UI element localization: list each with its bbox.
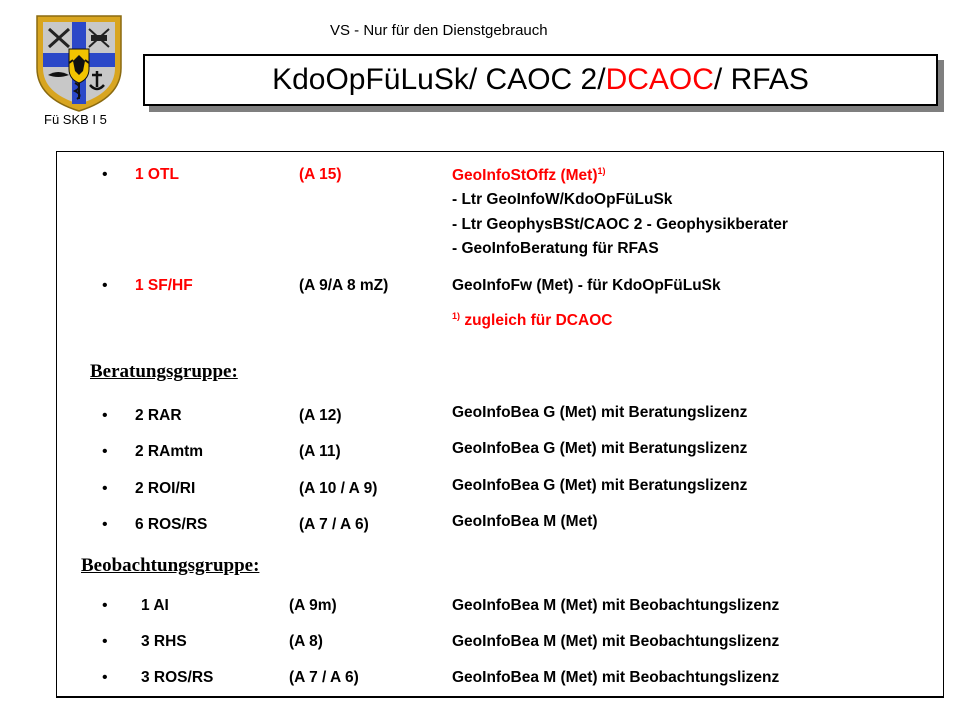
staff-count: 2 ROI/RI (135, 480, 196, 497)
bullet: • (102, 443, 108, 460)
staff-count: 2 RAmtm (135, 443, 204, 460)
staff-count: 3 RHS (141, 633, 187, 650)
staff-grade: (A 11) (299, 443, 341, 460)
page-title (143, 54, 938, 106)
staff-count: 3 ROS/RS (141, 669, 214, 686)
bullet: • (102, 480, 108, 497)
staff-role: GeoInfoBea M (Met) mit Beobachtungslizenz (452, 633, 780, 650)
staff-grade: (A 8) (289, 633, 323, 650)
officer-grade: (A 9/A 8 mZ) (299, 277, 389, 294)
footnote: $^{1)}$ zugleich für DCAOC (452, 311, 613, 330)
bullet: • (102, 277, 108, 294)
officer-duty: - Ltr GeophysBSt/CAOC 2 - Geophysikberater (452, 216, 788, 233)
officer-role: GeoInfoStOffz (Met)$^{1)}$ (452, 166, 606, 185)
officer-role: GeoInfoFw (Met) - für KdoOpFüLuSk (452, 277, 721, 294)
staff-count: 6 ROS/RS (135, 516, 208, 533)
staff-role: GeoInfoBea M (Met) mit Beobachtungslizenz (452, 669, 780, 686)
staff-role: GeoInfoBea G (Met) mit Beratungslizenz (452, 477, 748, 494)
staff-grade: (A 7 / A 6) (299, 516, 369, 533)
bullet: • (102, 597, 108, 614)
bullet: • (102, 633, 108, 650)
content-box (56, 151, 944, 698)
staff-count: 2 RAR (135, 407, 182, 424)
bullet: • (102, 669, 108, 686)
officer-grade: (A 15) (299, 166, 342, 183)
title-part-3: / RFAS (713, 63, 809, 96)
officer-count: 1 SF/HF (135, 277, 193, 294)
officer-duty: - GeoInfoBeratung für RFAS (452, 240, 659, 257)
officer-duty: - Ltr GeoInfoW/KdoOpFüLuSk (452, 191, 673, 208)
bullet: • (102, 166, 108, 183)
staff-role: GeoInfoBea G (Met) mit Beratungslizenz (452, 440, 748, 457)
bullet: • (102, 407, 108, 424)
officer-count: 1 OTL (135, 166, 179, 183)
beratungsgruppe-heading: Beratungsgruppe: (90, 361, 238, 382)
title-part-1: KdoOpFüLuSk/ CAOC 2/ (272, 63, 606, 96)
unit-label: Fü SKB I 5 (44, 112, 107, 127)
staff-role: GeoInfoBea M (Met) (452, 513, 598, 530)
staff-count: 1 AI (141, 597, 169, 614)
unit-emblem-icon (33, 13, 125, 113)
staff-grade: (A 10 / A 9) (299, 480, 378, 497)
classification-label: VS - Nur für den Dienstgebrauch (330, 22, 548, 39)
staff-grade: (A 7 / A 6) (289, 669, 359, 686)
staff-role: GeoInfoBea G (Met) mit Beratungslizenz (452, 404, 748, 421)
title-part-highlight: DCAOC (605, 63, 714, 96)
bullet: • (102, 516, 108, 533)
staff-role: GeoInfoBea M (Met) mit Beobachtungslizenz (452, 597, 780, 614)
staff-grade: (A 12) (299, 407, 342, 424)
beobachtungsgruppe-heading: Beobachtungsgruppe: (81, 555, 260, 576)
staff-grade: (A 9m) (289, 597, 337, 614)
